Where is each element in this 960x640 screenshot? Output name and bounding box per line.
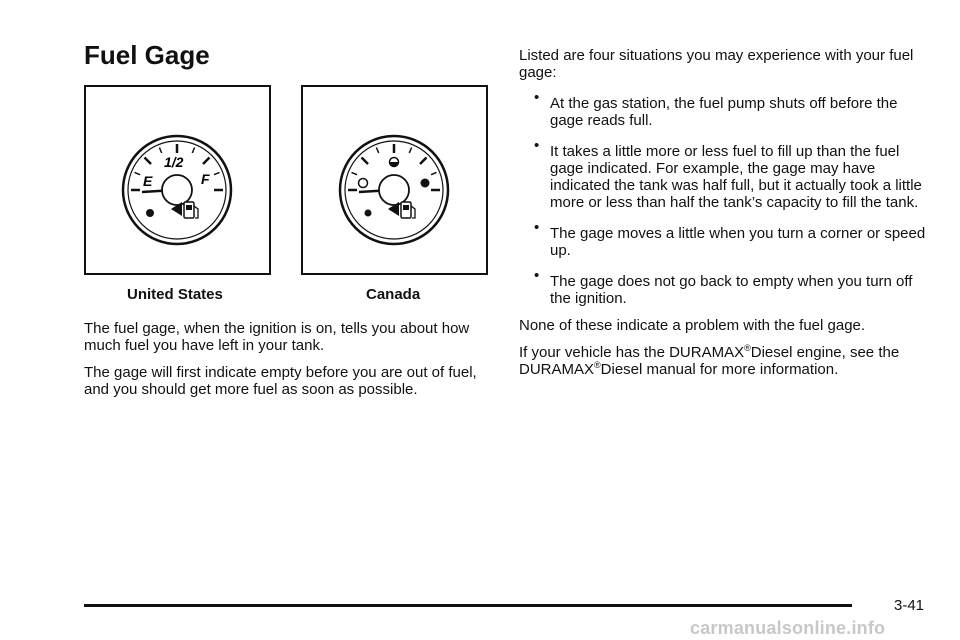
situation-list (519, 91, 929, 307)
page-number: 3-41 (894, 597, 925, 614)
canada-gauge-figure (301, 85, 488, 275)
list-item: • It takes a little more or less fuel to fill up than the fuel gage indicated. For example, the gage may have indicated the tank was half full, but it actually took a little more or less than half the tank’s capacity to fill the tank. (534, 137, 922, 211)
page-title: Fuel Gage (84, 40, 210, 70)
left-paragraph-1: The fuel gage, when the ignition is on, tells you about how much fuel you have left in your tank. (84, 320, 470, 354)
us-fuel-gauge-icon (86, 87, 269, 273)
bullet-icon: • (534, 89, 540, 106)
duramax-paragraph: If your vehicle has the DURAMAX®Diesel engine, see the DURAMAX®Diesel manual for more information. (519, 343, 900, 378)
bullet-icon: • (534, 219, 540, 236)
bullet-icon: • (534, 267, 540, 284)
registered-mark: ® (744, 343, 751, 353)
us-caption: United States (127, 286, 223, 303)
full-label: F (201, 171, 210, 187)
canada-fuel-gauge-icon (303, 87, 486, 273)
list-item: • At the gas station, the fuel pump shuts off before the gage reads full. (534, 89, 898, 129)
us-gauge-figure (84, 85, 271, 275)
left-paragraph-2: The gage will first indicate empty before you are out of fuel, and you should get more fuel as soon as possible. (84, 364, 477, 398)
bullet-icon: • (534, 137, 540, 154)
right-column (519, 47, 929, 388)
list-item: • The gage moves a little when you turn a corner or speed up. (534, 219, 926, 259)
registered-mark: ® (594, 360, 601, 370)
watermark: carmanualsonline.info (690, 618, 886, 638)
no-problem-paragraph: None of these indicate a problem with the fuel gage. (519, 317, 866, 334)
intro-paragraph: Listed are four situations you may experience with your fuel gage: (519, 47, 914, 81)
footer-rule (84, 604, 852, 607)
empty-label: E (143, 173, 153, 189)
canada-caption: Canada (366, 286, 421, 303)
list-item: • The gage does not go back to empty when you turn off the ignition. (534, 267, 913, 307)
half-label: 1/2 (164, 154, 184, 170)
